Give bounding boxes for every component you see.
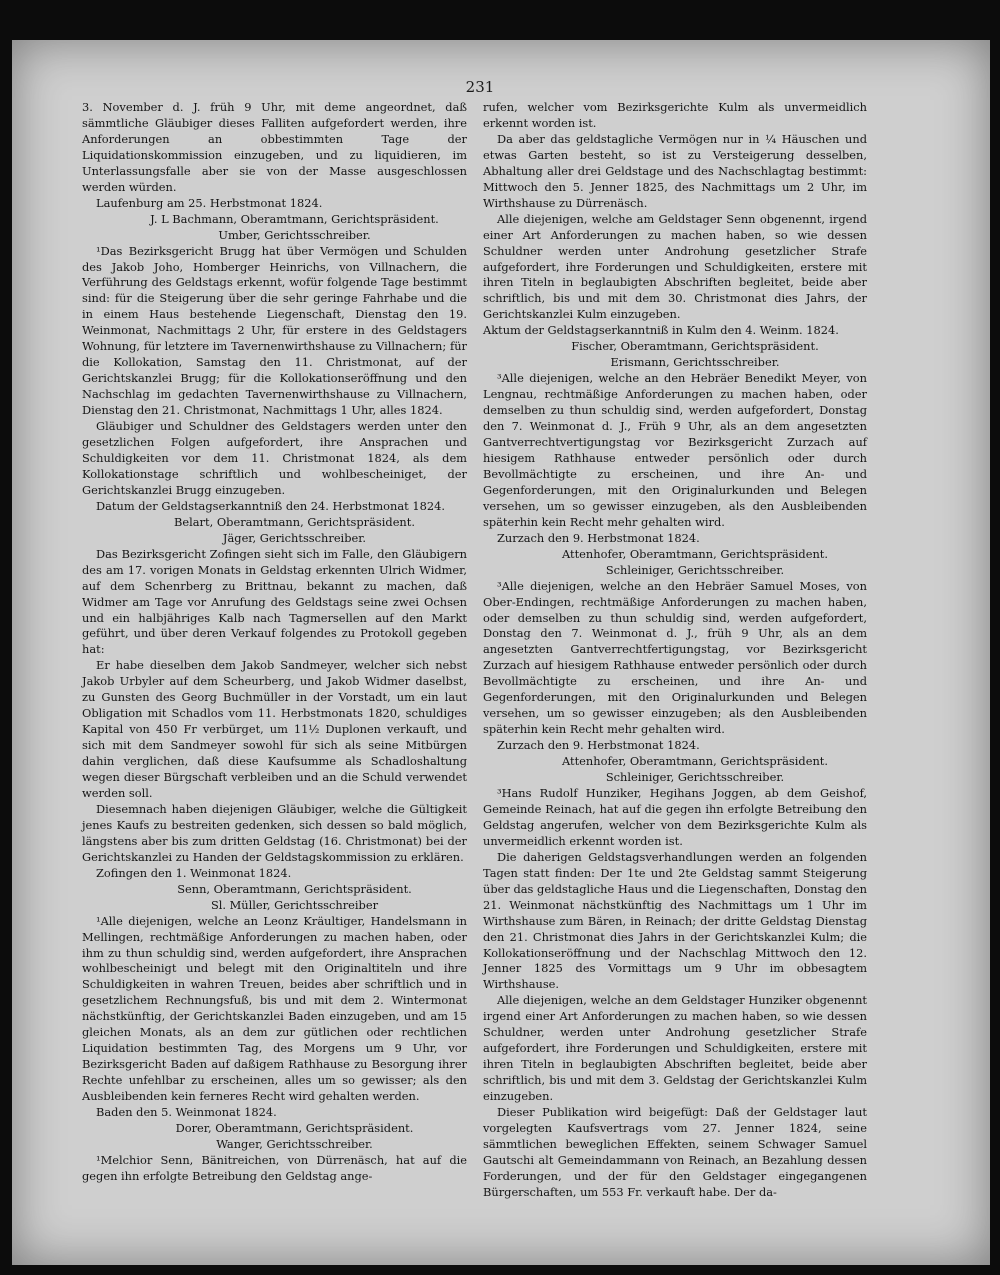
left-column [82, 100, 467, 1183]
right-column-paragraph: Erismann, Gerichtsschreiber. [610, 355, 780, 370]
right-column-paragraph: rufen, welcher vom Bezirksgerichte Kulm als unvermeidlich erkennt worden ist. [483, 100, 867, 130]
left-column-paragraph: Sl. Müller, Gerichtsschreiber [210, 897, 379, 912]
left-column-paragraph: Das Bezirksgericht Zofingen sieht sich im Falle, den Gläubigern des am 17. vorigen Monats in Geldstag erkennten Ulrich Widmer, auf dem Schenrberg zu Brittnau, bekannt zu machen, daß Widmer am Tage vor Anrufung des Geldstags seine zwei Ochsen und ein halbjähriges Kalb nach Tagmersellen auf den Markt geführt, und über deren Verkauf folgendes zu Protokoll gegeben hat: [82, 546, 467, 657]
right-column-paragraph: ³Hans Rudolf Hunziker, Hegihans Joggen, ab dem Geishof, Gemeinde Reinach, hat auf die gegen ihn erfolgte Betreibung den Geldstag angerufen, welcher von dem Bezirksgerichte Kulm als unvermeidlich erkennt worden ist. [483, 785, 867, 848]
right-column-paragraph: Alle diejenigen, welche an dem Geldstager Hunziker obgenennt irgend einer Art Anforderungen zu machen haben, so wie dessen Schuldner, werden unter Androhung gesetzlicher Strafe aufgefordert, ihre Forderungen und Schuldigkeiten, erstere mit ihren Titeln in beglaubigten Abschriften begleitet, beide aber schriftlich, bis und mit dem 3. Geldstag der Gerichtskanzlei Kulm einzugeben. [483, 993, 867, 1104]
right-column-paragraph: Fischer, Oberamtmann, Gerichtspräsident. [571, 339, 819, 354]
right-column-paragraph: Die daherigen Geldstagsverhandlungen werden an folgenden Tagen statt finden: Der 1te und 2te Geldstag sammt Steigerung über das geldstagliche Haus und die Liegenschaften, Donstag den 21. Weinmonat nächstkünftig des Nachmittags um 1 Uhr im Wirthshause zum Bären, in Reinach; der dritte Geldstag Dienstag den 21. Christmonat dies Jahrs in der Gerichtskanzlei Kulm; die Kollokationseröffnung und der Nachschlag Mittwoch den 12. Jenner 1825 des Vormittags um 9 Uhr im obbesagtem Wirthshause. [483, 849, 867, 992]
right-column-paragraph: ³Alle diejenigen, welche an den Hebräer Samuel Moses, von Ober-Endingen, rechtmäßige Anforderungen zu machen haben, oder demselben zu thun schuldig sind, werden aufgefordert, Donstag den 7. Weinmonat d. J., früh 9 Uhr, als an dem angesetzten Gantverrechtfertigungstag, vor Bezirksgericht Zurzach auf hiesigem Rathhause entweder persönlich oder durch Bevollmächtigte zu erscheinen, und ihre An- und Gegenforderungen, mit den Originalurkunden und Belegen versehen, um so gewisser einzugeben; als den Ausbleibenden späterhin kein Recht mehr gehalten wird. [483, 578, 867, 737]
left-column-paragraph: Diesemnach haben diejenigen Gläubiger, welche die Gültigkeit jenes Kaufs zu bestreiten gedenken, sich dessen so bald möglich, längstens aber bis zum dritten Geldstag (16. Christmonat) bei der Gerichtskanzlei zu Handen der Geldstagskommission zu erklären. [82, 801, 467, 864]
left-column-paragraph: J. L Bachmann, Oberamtmann, Gerichtspräsident. [150, 211, 439, 226]
left-column-paragraph: Umber, Gerichtsschreiber. [218, 227, 371, 242]
right-column-paragraph: Da aber das geldstagliche Vermögen nur in ¼ Häuschen und etwas Garten besteht, so ist zu Versteigerung desselben, Abhaltung aller drei Geldstage und des Nachschlagtag bestimmt: Mittwoch den 5. Jenner 1825, des Nachmittags um 2 Uhr, im Wirthshause zu Dürrenäsch. [483, 131, 867, 210]
left-column-paragraph: Belart, Oberamtmann, Gerichtspräsident. [174, 514, 415, 529]
page-number: 231 [465, 78, 495, 96]
right-column-paragraph: ³Alle diejenigen, welche an den Hebräer Benedikt Meyer, von Lengnau, rechtmäßige Anforderungen zu machen haben, oder demselben zu thun schuldig sind, werden aufgefordert, Donstag den 7. Weinmonat d. J., Früh 9 Uhr, als an dem angesetzten Gantverrechtvertigungstag vor Bezirksgericht Zurzach auf hiesigem Rathhause entweder persönlich oder durch Bevollmächtigte zu erscheinen, und ihre An- und Gegenforderungen, mit den Originalurkunden und Belegen versehen, um so gewisser einzugeben, als den Ausbleibenden späterhin kein Recht mehr gehalten wird. [483, 371, 867, 529]
left-column-paragraph: Dorer, Oberamtmann, Gerichtspräsident. [175, 1121, 414, 1135]
left-column-paragraph: Wanger, Gerichtsschreiber. [216, 1136, 373, 1151]
right-column-paragraph: Schleiniger, Gerichtsschreiber. [605, 770, 785, 785]
left-column-paragraph: 3. November d. J. früh 9 Uhr, mit deme angeordnet, daß sämmtliche Gläubiger dieses Falliten aufgefordert werden, ihre Anforderungen an obbestimmten Tage der Liquidationskommission einzugeben, und zu liquidieren, im Unterlassungsfalle aber sie von der Masse ausgeschlossen werden würden. [82, 100, 467, 194]
left-column-paragraph: Datum der Geldstagserkanntniß den 24. Herbstmonat 1824. [96, 498, 445, 513]
left-column-paragraph: Jäger, Gerichtsschreiber. [222, 530, 367, 545]
right-column-paragraph: Dieser Publikation wird beigefügt: Daß der Geldstager laut vorgelegten Kaufsvertrags vom 27. Jenner 1824, seine sämmtlichen beweglichen Effekten, seinem Schwager Samuel Gautschi alt Gemeindammann von Reinach, an Bezahlung dessen Forderungen, und der für den Geldstager eingegangenen Bürgerschaften, um 553 Fr. verkauft habe. Der da- [483, 1105, 867, 1199]
right-column-paragraph: Attenhofer, Oberamtmann, Gerichtspräsident. [562, 546, 828, 561]
right-column-paragraph: Zurzach den 9. Herbstmonat 1824. [497, 738, 700, 753]
left-column-paragraph: ¹Melchior Senn, Bänitreichen, von Dürrenäsch, hat auf die gegen ihn erfolgte Betreibung den Geldstag ange- [82, 1152, 467, 1183]
right-column-paragraph: Zurzach den 9. Herbstmonat 1824. [497, 530, 700, 545]
left-column-paragraph: Laufenburg am 25. Herbstmonat 1824. [96, 195, 323, 210]
right-column-paragraph: Schleiniger, Gerichtsschreiber. [605, 562, 785, 577]
left-column-paragraph: Senn, Oberamtmann, Gerichtspräsident. [177, 881, 412, 896]
left-column-paragraph: ¹Alle diejenigen, welche an Leonz Kräultiger, Handelsmann in Mellingen, rechtmäßige Anforderungen zu machen haben, oder ihm zu thun schuldig sind, werden aufgefordert, ihre Ansprachen wohlbescheinigt und belegt mit den Originaltiteln und ihre Schuldigkeiten in wahren Treuen, beides aber schriftlich und in gesetzlichem Rechnungsfuß, bis und mit dem 2. Wintermonat nächstkünftig, der Gerichtskanzlei Baden einzugeben, und am 15 gleichen Monats, als an dem zur gütlichen oder rechtlichen Liquidation bestimmten Tag, des Morgens um 9 Uhr, vor Bezirksgericht Baden auf daßigem Rathhause zu Besorgung ihrer Rechte unfehlbar zu erscheinen, alles um so gewisser; als den Ausbleibenden kein ferneres Recht wird gehalten werden. [82, 913, 467, 1104]
right-column-paragraph: Aktum der Geldstagserkanntniß in Kulm den 4. Weinm. 1824. [483, 323, 839, 338]
left-column-paragraph: Baden den 5. Weinmonat 1824. [96, 1105, 277, 1120]
left-column-paragraph: Zofingen den 1. Weinmonat 1824. [96, 865, 292, 880]
right-column-paragraph: Alle diejenigen, welche am Geldstager Senn obgenennt, irgend einer Art Anforderungen zu machen haben, so wie dessen Schuldner werden unter Androhung gesetzlicher Strafe aufgefordert, ihre Forderungen und Schuldigkeiten, erstere mit ihren Titeln in beglaubigten Abschriften begleitet, beide aber schriftlich, bis und mit dem 30. Christmonat dies Jahrs, der Gerichtskanzlei Kulm einzugeben. [483, 211, 867, 322]
left-column-paragraph: Gläubiger und Schuldner des Geldstagers werden unter den gesetzlichen Folgen aufgefordert, ihre Ansprachen und Schuldigkeiten vor dem 11. Christmonat 1824, als dem Kollokationstage schriftlich und wohlbescheiniget, der Gerichtskanzlei Brugg einzugeben. [82, 419, 467, 497]
right-column [483, 100, 867, 1199]
right-column-paragraph: Attenhofer, Oberamtmann, Gerichtspräsident. [562, 754, 828, 769]
left-column-paragraph: ¹Das Bezirksgericht Brugg hat über Vermögen und Schulden des Jakob Joho, Homberger Heinrichs, von Villnachern, die Verführung des Geldstags erkennt, wofür folgende Tage bestimmt sind: für die Steigerung über die sehr geringe Fahrhabe und die in einem Haus bestehende Liegenschaft, Dienstag den 19. Weinmonat, Nachmittags 2 Uhr, für erstere in des Geldstagers Wohnung, für letztere im Tavernenwirthshause zu Villnachern; für die Kollokation, Samstag den 11. Christmonat, auf der Gerichtskanzlei Brugg; für die Kollokationseröffnung und den Nachschlag im gedachten Tavernenwirthshause zu Villnachern, Dienstag den 21. Christmonat, Nachmittags 1 Uhr, alles 1824. [82, 243, 467, 418]
left-column-paragraph: Er habe dieselben dem Jakob Sandmeyer, welcher sich nebst Jakob Urbyler auf dem Scheurberg, und Jakob Widmer daselbst, zu Gunsten des Georg Buchmüller in der Vorstadt, um ein laut Obligation mit Schadlos vom 11. Herbstmonats 1820, schuldiges Kapital von 450 Fr verbürget, um 11½ Duplonen verkauft, und sich mit dem Sandmeyer sowohl für sich als seine Mitbürgen dahin verglichen, daß diese Kaufsumme als Schadloshaltung wegen dieser Bürgschaft verbleiben und an die Schuld verwendet werden soll. [82, 658, 467, 800]
